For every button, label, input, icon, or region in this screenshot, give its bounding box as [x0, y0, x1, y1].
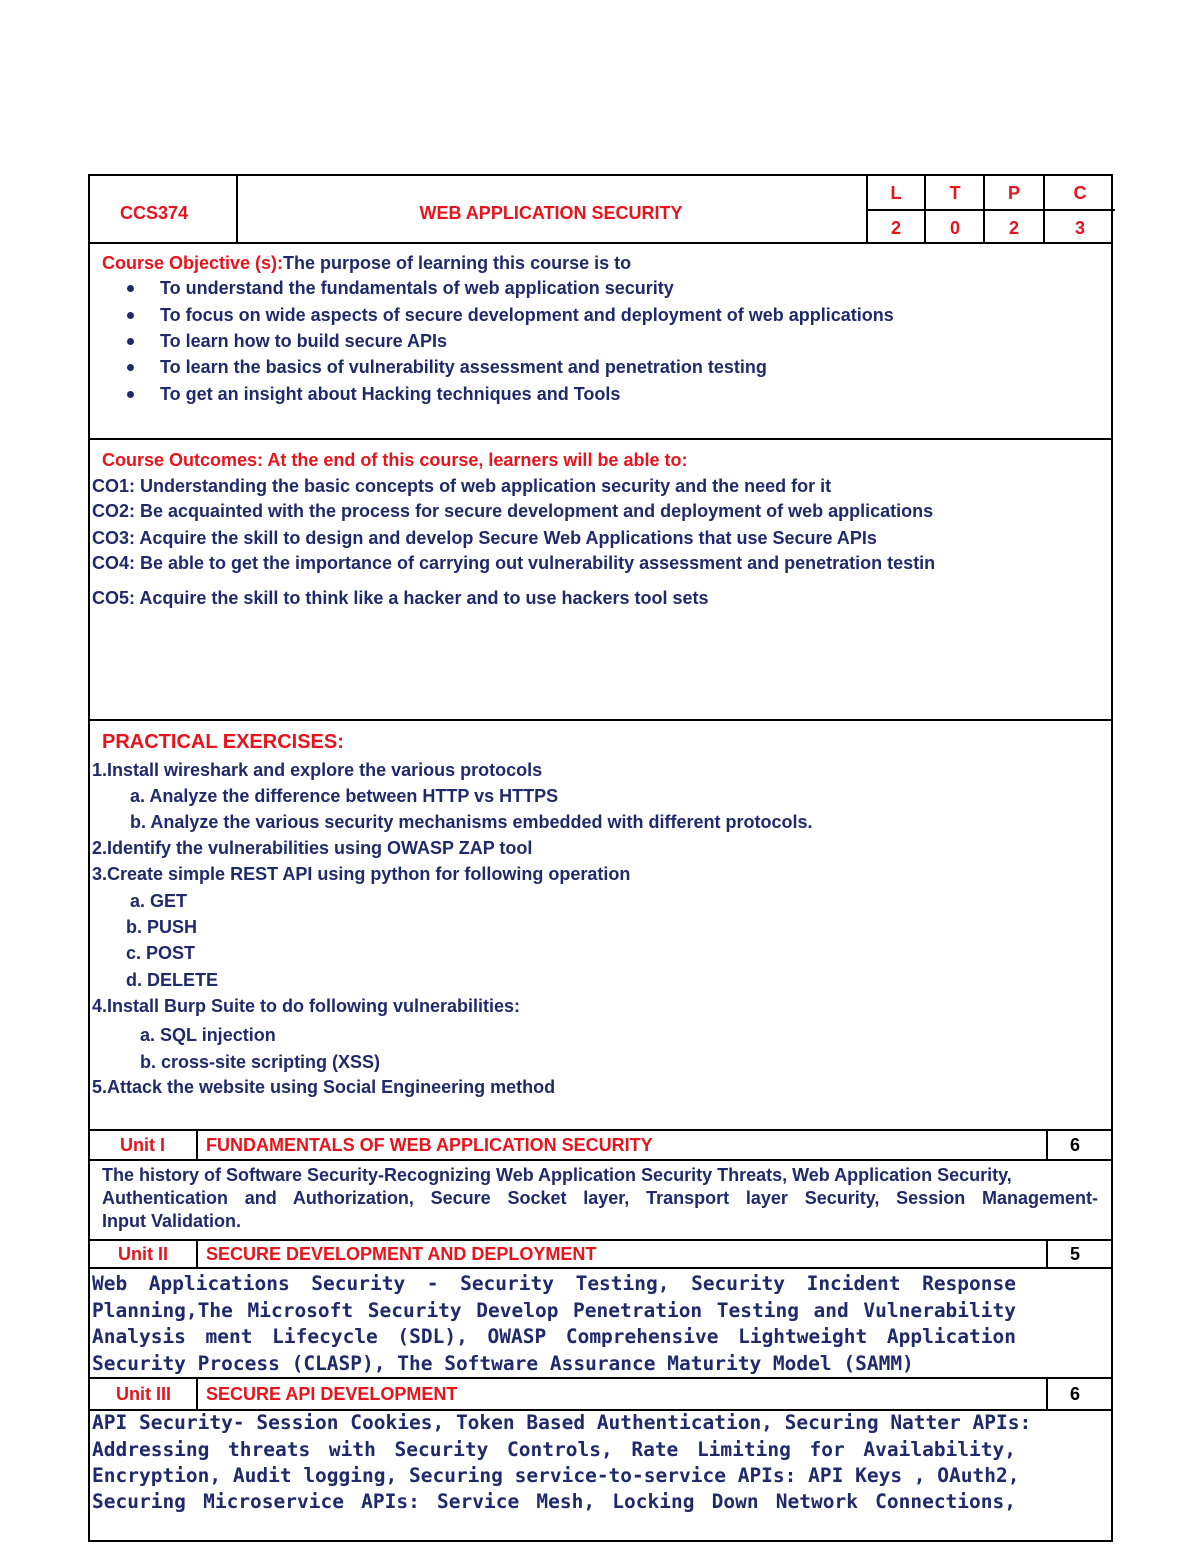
practicals-heading: PRACTICAL EXERCISES: — [102, 731, 344, 753]
objective-item: To focus on wide aspects of secure development and deployment of web applications — [160, 305, 894, 325]
unit-content-line: Securing Microservice APIs: Service Mesh, Locking Down Network Connections, — [92, 1490, 1016, 1513]
practical-line: a. SQL injection — [140, 1025, 276, 1045]
unit-content-line: Analysis ment Lifecycle (SDL), OWASP Comprehensive Lightweight Application — [92, 1325, 1016, 1348]
unit-content-line: Encryption, Audit logging, Securing service-to-service APIs: API Keys , OAuth2, — [92, 1464, 1020, 1487]
objective-item: To learn how to build secure APIs — [160, 331, 448, 351]
row-divider — [90, 1267, 1111, 1269]
row-divider — [90, 1239, 1111, 1241]
outcome-item: CO4: Be able to get the importance of carrying out vulnerability assessment and penetration testin — [92, 553, 936, 573]
practical-line: b. cross-site scripting (XSS) — [140, 1052, 381, 1072]
unit-label: Unit III — [116, 1384, 171, 1404]
unit-content-line: API Security- Session Cookies, Token Based Authentication, Securing Natter APIs: — [92, 1411, 1032, 1434]
unit-content-line: The history of Software Security-Recognizing Web Application Security Threats, Web Application Security, — [102, 1165, 1012, 1185]
unit-title: SECURE API DEVELOPMENT — [206, 1384, 458, 1404]
practical-line: c. POST — [126, 943, 196, 963]
unit-divider — [196, 1239, 198, 1267]
unit-title: SECURE DEVELOPMENT AND DEPLOYMENT — [206, 1244, 597, 1264]
unit-label: Unit I — [120, 1135, 165, 1155]
unit-title: FUNDAMENTALS OF WEB APPLICATION SECURITY — [206, 1135, 653, 1155]
objective-item: To learn the basics of vulnerability assessment and penetration testing — [160, 357, 767, 377]
outcome-item: CO2: Be acquainted with the process for secure development and deployment of web applications — [92, 501, 934, 521]
objectives-heading: Course Objective (s): — [102, 253, 284, 273]
course-title: WEB APPLICATION SECURITY — [419, 203, 683, 223]
bullet-icon — [127, 338, 134, 345]
practical-line: 3.Create simple REST API using python for following operation — [92, 864, 631, 884]
ltpc-value-c: 3 — [1074, 218, 1085, 238]
unit-divider — [196, 1129, 198, 1159]
unit-divider — [1046, 1377, 1048, 1409]
objectives-intro: The purpose of learning this course is to — [283, 253, 632, 273]
practical-line: 4.Install Burp Suite to do following vulnerabilities: — [92, 996, 521, 1016]
row-divider — [90, 1377, 1111, 1379]
objective-item: To get an insight about Hacking techniques and Tools — [160, 384, 621, 404]
unit-hours: 6 — [1070, 1135, 1081, 1155]
objective-item: To understand the fundamentals of web application security — [160, 278, 674, 298]
ltpc-label-t: T — [949, 183, 961, 203]
unit-hours: 6 — [1070, 1384, 1081, 1404]
unit-content-line: Web Applications Security - Security Testing, Security Incident Response — [92, 1272, 1016, 1295]
bullet-icon — [127, 391, 134, 398]
outcome-item: CO3: Acquire the skill to design and develop Secure Web Applications that use Secure APIs — [92, 528, 877, 548]
ltpc-value-t: 0 — [949, 218, 960, 238]
unit-content-line: Planning,The Microsoft Security Develop Penetration Testing and Vulnerability — [92, 1299, 1016, 1322]
ltpc-label-c: C — [1073, 183, 1087, 203]
row-divider — [90, 719, 1111, 721]
objectives-heading-line — [102, 253, 631, 274]
unit-divider — [196, 1377, 198, 1409]
course-code: CCS374 — [120, 203, 189, 223]
ltpc-row-divider — [866, 209, 1115, 211]
ltpc-value-l: 2 — [890, 218, 901, 238]
unit-content-line: Security Process (CLASP), The Software Assurance Maturity Model (SAMM) — [92, 1352, 914, 1375]
ltpc-label-p: P — [1007, 183, 1020, 203]
bullet-icon — [127, 364, 134, 371]
row-divider — [90, 438, 1111, 440]
practical-line: 2.Identify the vulnerabilities using OWASP ZAP tool — [92, 838, 533, 858]
unit-content-line: Addressing threats with Security Controls, Rate Limiting for Availability, — [92, 1438, 1016, 1461]
practical-line: d. DELETE — [126, 970, 219, 990]
bullet-icon — [127, 285, 134, 292]
row-divider — [90, 1129, 1111, 1131]
row-divider — [90, 242, 1111, 244]
row-divider — [90, 1159, 1111, 1161]
practical-line: b. PUSH — [126, 917, 198, 937]
practical-line: b. Analyze the various security mechanisms embedded with different protocols. — [130, 812, 813, 832]
bullet-icon — [127, 312, 134, 319]
practical-line: a. GET — [130, 891, 188, 911]
ltpc-label-l: L — [890, 183, 902, 203]
unit-label: Unit II — [118, 1244, 168, 1264]
practical-line: 5.Attack the website using Social Engineering method — [92, 1077, 556, 1097]
unit-content-line: Input Validation. — [102, 1211, 241, 1231]
outcome-item: CO5: Acquire the skill to think like a hacker and to use hackers tool sets — [92, 588, 709, 608]
unit-divider — [1046, 1129, 1048, 1159]
practical-line: a. Analyze the difference between HTTP vs HTTPS — [130, 786, 559, 806]
outcome-item: CO1: Understanding the basic concepts of web application security and the need for it — [92, 476, 832, 496]
outcomes-heading: Course Outcomes: At the end of this course, learners will be able to: — [102, 450, 688, 470]
unit-divider — [1046, 1239, 1048, 1267]
unit-content-line: Authentication and Authorization, Secure Socket layer, Transport layer Security, Session Management- — [102, 1188, 1098, 1208]
unit-hours: 5 — [1070, 1244, 1081, 1264]
ltpc-value-p: 2 — [1008, 218, 1019, 238]
practical-line: 1.Install wireshark and explore the various protocols — [92, 760, 543, 780]
syllabus-table — [88, 174, 1113, 1542]
